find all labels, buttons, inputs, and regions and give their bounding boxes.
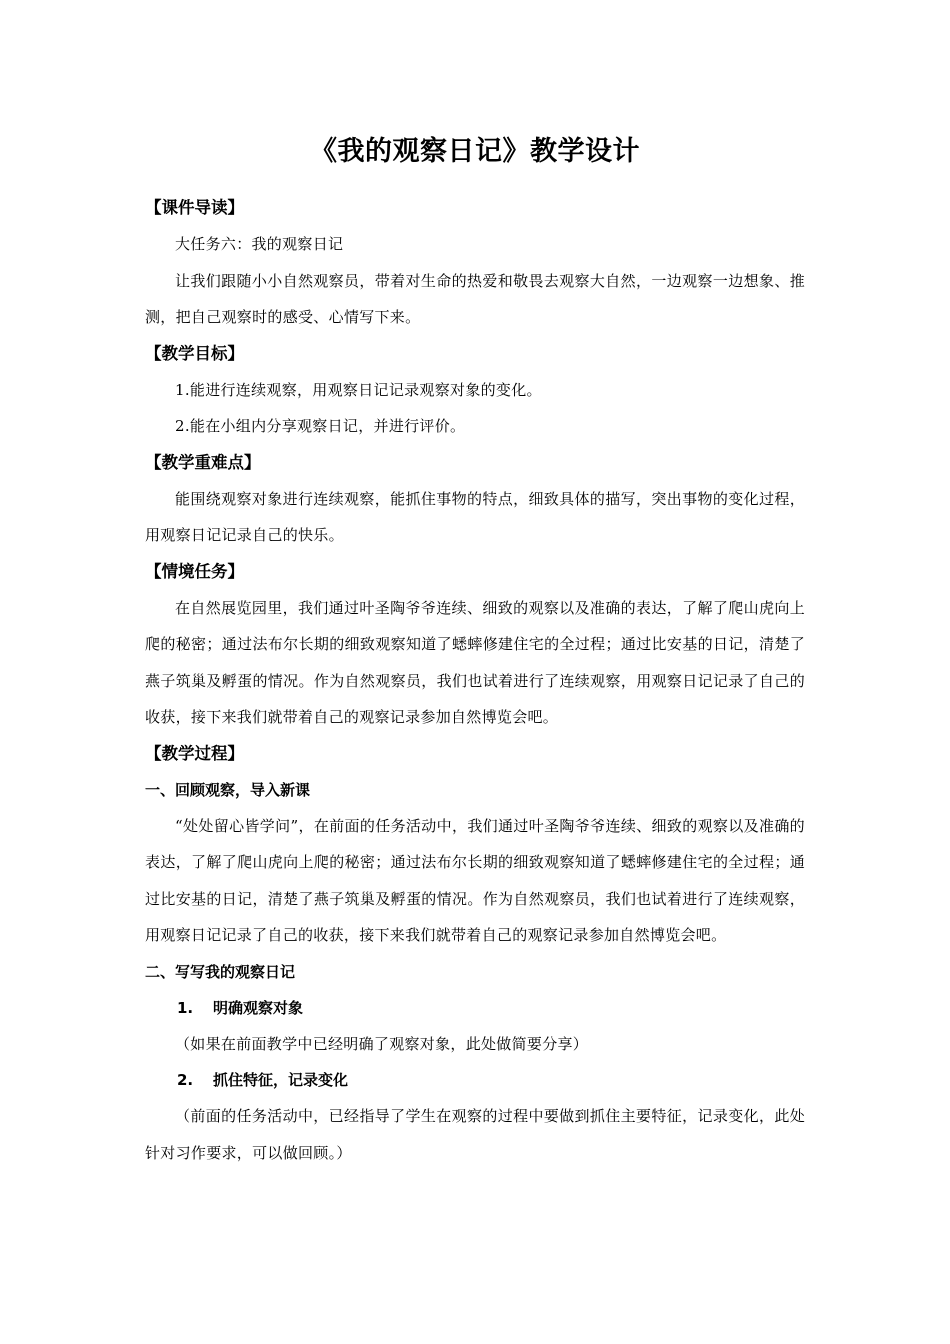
document-title: 《我的观察日记》教学设计 — [310, 136, 640, 167]
document-body — [145, 190, 805, 1171]
section-heading-key-points: 【教学重难点】 — [145, 452, 261, 472]
section-heading-process: 【教学过程】 — [145, 743, 244, 763]
paragraph: 大任务六：我的观察日记 — [175, 235, 344, 253]
step-item — [145, 1062, 805, 1098]
subsection-title: 一、回顾观察，导入新课 — [145, 780, 311, 799]
paragraph: 1.能进行连续观察，用观察日记记录观察对象的变化。 — [175, 380, 542, 399]
paragraph: 2.能在小组内分享观察日记，并进行评价。 — [175, 417, 466, 435]
section-heading-intro: 【课件导读】 — [145, 198, 244, 217]
section-heading-situation: 【情境任务】 — [145, 561, 244, 581]
step-number: 2. — [177, 1071, 194, 1089]
paragraph: 能围绕观察对象进行连续观察，能抓住事物的特点，细致具体的描写，突出事物的变化过程，用观察日记记录自己的快乐。 — [145, 489, 805, 544]
paragraph: “处处留心皆学问”，在前面的任务活动中，我们通过叶圣陶爷爷连续、细致的观察以及准确的表达，了解了爬山虎向上爬的秘密；通过法布尔长期的细致观察知道了蟋蟀修建住宅的全过程；通过比安基的日记，清楚了燕子筑巢及孵蛋的情况。作为自然观察员，我们也试着进行了连续观察，用观察日记记录了自己的收获，接下来我们就带着自己的观察记录参加自然博览会吧。 — [145, 816, 805, 944]
subsection-title: 二、写写我的观察日记 — [145, 962, 296, 981]
step-number: 1. — [177, 998, 194, 1017]
paragraph: 让我们跟随小小自然观察员，带着对生命的热爱和敬畏去观察大自然，一边观察一边想象、推测，把自己观察时的感受、心情写下来。 — [145, 271, 805, 326]
step-item — [145, 990, 805, 1026]
section-heading-goals: 【教学目标】 — [145, 343, 244, 363]
step-note: （如果在前面教学中已经明确了观察对象，此处做简要分享） — [175, 1034, 589, 1053]
paragraph: 在自然展览园里，我们通过叶圣陶爷爷连续、细致的观察以及准确的表达，了解了爬山虎向上爬的秘密；通过法布尔长期的细致观察知道了蟋蟀修建住宅的全过程；通过比安基的日记，清楚了燕子筑巢及孵蛋的情况。作为自然观察员，我们也试着进行了连续观察，用观察日记记录了自己的收获，接下来我们就带着自己的观察记录参加自然博览会吧。 — [145, 598, 805, 726]
step-label: 明确观察对象 — [213, 998, 304, 1017]
step-label: 抓住特征，记录变化 — [213, 1071, 349, 1089]
step-note: （前面的任务活动中，已经指导了学生在观察的过程中要做到抓住主要特征，记录变化，此处针对习作要求，可以做回顾。） — [145, 1107, 805, 1162]
